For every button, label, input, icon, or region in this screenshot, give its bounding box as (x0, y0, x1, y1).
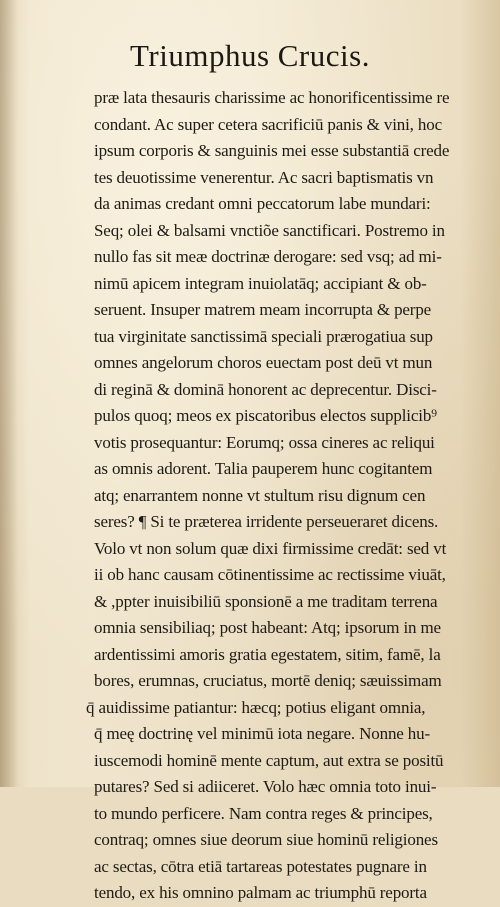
text-line: tua virginitate sanctissimā speciali prærogatiua sup (94, 326, 433, 346)
text-line: da animas credant omni peccatorum labe mundari: (94, 194, 431, 213)
text-line: bores, erumnas, cruciatus, mortē deniq; sæuissimam (94, 671, 442, 690)
text-line: seruent. Insuper matrem meam incorrupta & perpe (94, 300, 432, 319)
text-line: votis prosequantur: Eorumq; ossa cineres ac reliqui (94, 432, 435, 452)
text-line: q̄ meę doctrinę vel minimū iota negare. Nonne hu- (94, 724, 430, 743)
text-line: ii ob hanc causam cōtinentissime ac rectissime viuāt, (94, 565, 446, 584)
text-line: pulos quoq; meos ex piscatoribus electos supplicib⁹ (94, 406, 437, 425)
running-title: Triumphus Crucis. (130, 38, 370, 73)
text-line: contraq; omnes siue deorum siue hominū religiones (94, 830, 438, 849)
body-text (86, 85, 488, 907)
text-line: seres? ¶ Si te præterea irridente perseueraret dicens. (94, 512, 439, 531)
text-line: as omnis adorent. Talia pauperem hunc cogitantem (94, 459, 433, 478)
text-line: q̄ auidissime patiantur: hæcq; potius eligant omnia, (86, 697, 426, 717)
text-line: tendo, ex his omnino palmam ac triumphū reporta (94, 883, 427, 902)
text-line: ardentissimi amoris gratia egestatem, sitim, famē, la (94, 644, 441, 664)
text-line: præ lata thesauris charissime ac honorificentissime re (94, 88, 450, 107)
text-line: & ,ppter inuisibiliū sponsionē a me traditam terrena (94, 591, 438, 611)
text-line: omnes angelorum choros euectam post deū vt mun (94, 353, 433, 372)
text-line: to mundo perficere. Nam contra reges & principes, (94, 803, 433, 823)
text-line: di reginā & dominā honorent ac deprecentur. Disci- (94, 379, 437, 399)
text-line: atq; enarrantem nonne vt stultum risu dignum cen (94, 485, 426, 505)
text-line: tes deuotissime venerentur. Ac sacri baptismatis vn (94, 167, 434, 187)
gutter-shadow (0, 0, 18, 787)
text-line: omnia sensibiliaq; post habeant: Atq; ipsorum in me (94, 618, 441, 637)
text-line: Volo vt non solum quæ dixi firmissime credāt: sed vt (94, 538, 447, 558)
text-line: putares? Sed si adiiceret. Volo hæc omnia toto inui- (94, 777, 437, 796)
text-line: Seq; olei & balsami vnctiõe sanctificari. Postremo in (94, 220, 445, 240)
text-line: condant. Ac super cetera sacrificiū panis & vini, hoc (94, 114, 442, 134)
text-line: ac sectas, cōtra etiā tartareas potestates pugnare in (94, 856, 427, 876)
text-line: iuscemodi hominē mente captum, aut extra se positū (94, 750, 444, 770)
text-line: nimū apicem integram inuiolatāq; accipiant & ob- (94, 273, 427, 293)
text-line: ipsum corporis & sanguinis mei esse substantiā crede (94, 141, 450, 160)
text-line: nullo fas sit meæ doctrinæ derogare: sed vsq; ad mi- (94, 247, 442, 266)
